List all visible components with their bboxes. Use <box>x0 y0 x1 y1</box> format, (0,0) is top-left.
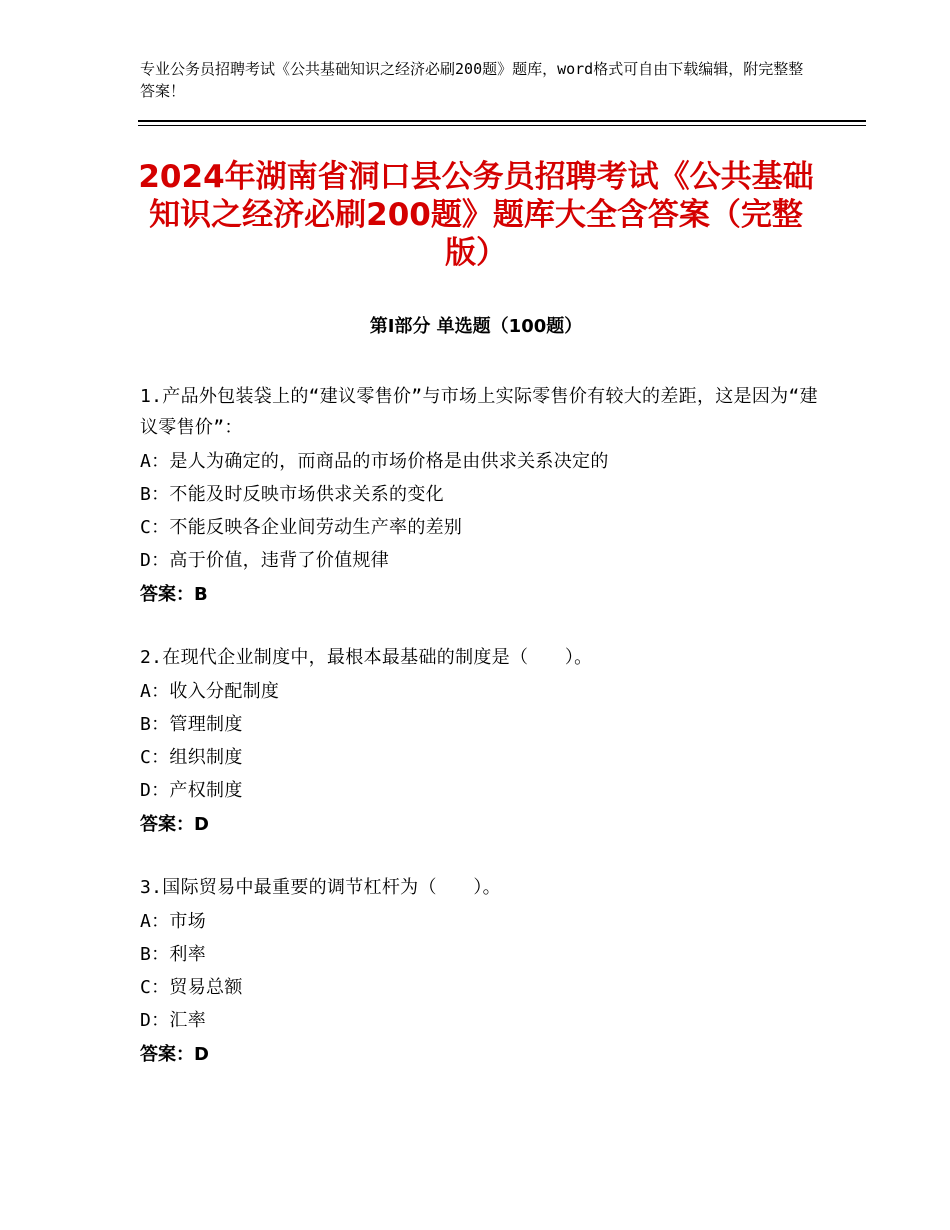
header-note: 专业公务员招聘考试《公共基础知识之经济必刷200题》题库，word格式可自由下载编辑，附完整整答案！ <box>140 60 804 100</box>
option-a: A：是人为确定的，而商品的市场价格是由供求关系决定的 <box>140 451 609 472</box>
option-b: B：不能及时反映市场供求关系的变化 <box>140 484 444 505</box>
option-c: C：不能反映各企业间劳动生产率的差别 <box>140 517 463 538</box>
answer-label: 答案：B <box>140 584 208 605</box>
option-a: A：收入分配制度 <box>140 681 280 702</box>
option-d: D：汇率 <box>140 1010 207 1031</box>
answer-label: 答案：D <box>140 1044 209 1065</box>
question-1 <box>140 381 820 613</box>
document-title: 2024年湖南省洞口县公务员招聘考试《公共基础知识之经济必刷200题》题库大全含答案（完整版） <box>138 159 814 271</box>
question-list <box>140 381 820 1102</box>
question-3 <box>140 872 820 1073</box>
header-rule-thick <box>138 120 866 122</box>
answer-label: 答案：D <box>140 814 209 835</box>
option-b: B：管理制度 <box>140 714 243 735</box>
section-heading: 第Ⅰ部分 单选题（100题） <box>369 316 583 337</box>
question-stem: 1.产品外包装袋上的“建议零售价”与市场上实际零售价有较大的差距，这是因为“建议零售价”： <box>140 386 818 438</box>
question-stem: 3.国际贸易中最重要的调节杠杆为（ ）。 <box>140 877 501 898</box>
question-2 <box>140 642 820 843</box>
option-b: B：利率 <box>140 944 207 965</box>
option-d: D：高于价值，违背了价值规律 <box>140 550 390 571</box>
header-rule-thin <box>138 125 866 126</box>
option-c: C：贸易总额 <box>140 977 243 998</box>
option-c: C：组织制度 <box>140 747 243 768</box>
option-d: D：产权制度 <box>140 780 243 801</box>
question-stem: 2.在现代企业制度中，最根本最基础的制度是（ ）。 <box>140 647 593 668</box>
option-a: A：市场 <box>140 911 207 932</box>
